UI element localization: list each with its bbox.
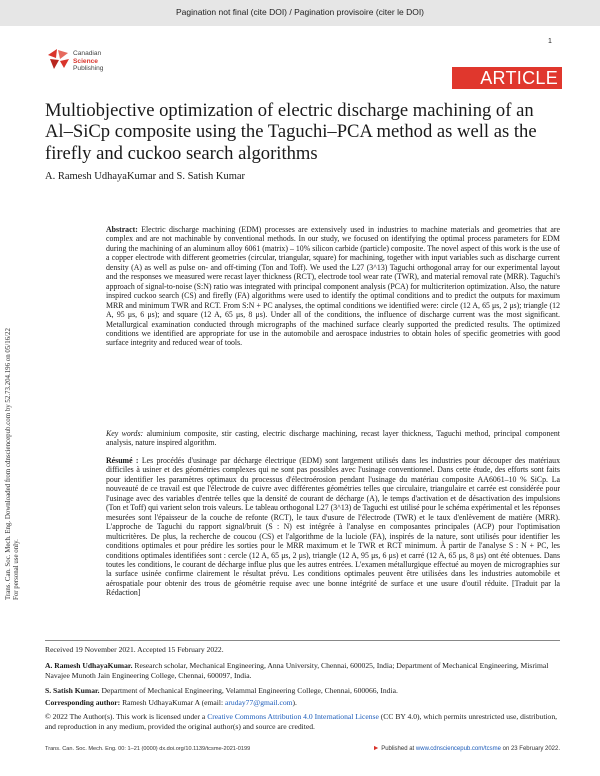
article-type-label: ARTICLE: [480, 68, 558, 88]
affiliation-2-text: Department of Mechanical Engineering, Velammal Engineering College, Chennai, 600066, India.: [101, 686, 398, 695]
keywords-text: aluminium composite, stir casting, electric discharge machining, recast layer thickness, Taguchi method, principal component analysis, nature inspired algorithm.: [106, 429, 560, 448]
publisher-name: Canadian Science Publishing: [73, 50, 104, 73]
article-type-bar: [452, 67, 562, 89]
side-note-line2: For personal use only.: [13, 539, 21, 600]
publisher-logo: [46, 47, 156, 87]
email-link[interactable]: aruday77@gmail.com: [225, 698, 293, 707]
maple-leaf-icon: [46, 47, 72, 71]
paper-title: Multiobjective optimization of electric discharge machining of an Al–SiCp composite using the Taguchi–PCA method as well as the firefly and cuckoo search algorithms: [45, 100, 537, 164]
resume-label: Résumé :: [106, 456, 139, 465]
paper-authors: A. Ramesh UdhayaKumar and S. Satish Kumar: [45, 171, 246, 182]
affiliation-1-name: A. Ramesh UdhayaKumar.: [45, 661, 133, 670]
keywords: [106, 429, 560, 448]
resume: [106, 456, 560, 598]
received-dates: Received 19 November 2021. Accepted 15 February 2022.: [45, 645, 224, 654]
corresponding-text: Ramesh UdhayaKumar A (email:: [122, 698, 224, 707]
pagination-notice: Pagination not final (cite DOI) / Pagination provisoire (citer le DOI): [175, 7, 425, 17]
corresponding-label: Corresponding author:: [45, 698, 121, 707]
corresponding-close: ).: [292, 698, 297, 707]
abstract-label: Abstract:: [106, 225, 138, 234]
side-download-note: [3, 180, 33, 600]
corresponding-author: [45, 698, 560, 708]
arrow-icon: ►: [372, 745, 380, 752]
page-number: 1: [548, 38, 552, 45]
affiliation-1-text: Research scholar, Mechanical Engineering, Anna University, Chennai, 600025, India; Department of Mechanical Engineering, Misrimal Navajee Munoth Jain Engineering College, Chennai, 600097, India.: [45, 661, 549, 680]
abstract: [106, 225, 560, 348]
copyright-notice: [45, 712, 560, 731]
publication-notice: [360, 745, 560, 752]
copyright-text: © 2022 The Author(s). This work is licensed under a: [45, 712, 206, 721]
affiliation-2: [45, 686, 560, 696]
abstract-text: Electric discharge machining (EDM) processes are extensively used in industries to machine materials and geometries that are complex and are not machinable by conventional methods. In our study, we focused on identifying the optimal process parameters for EDM during the machining of an aluminum alloy 6061 (matrix) – 10% silicon carbide (particle) composite. The novel aspect of this work is the use of a copper electrode with different geometries (circular, triangular, square) for machining, together with input variables such as discharge current density (A) as well as pulse on- and off-timing (Ton and Toff). We used the L27 (3^13) Taguchi orthogonal array for our experimental layout and the responses we measured were recast layer thickness (RCT), electrode tool wear rate (TWR), and material removal rate (MRR). Taguchi's approach of signal-to-noise (S:N) ratio was integrated with principal component analysis (PCA) for multicriterion optimization. Also, the nature inspired cuckoo search (CS) and firefly (FA) algorithms were used to identify the optimal conditions and to predict the outputs for maximum MRR and minimum TWR and RCT. From S:N + PC analyses, the optimal conditions we identified were: circle (12 A, 65 μs, 2 μs); triangle (12 A, 95 μs, 6 μs); and square (12 A, 65 μs, 8 μs). Under all of the conditions, the influence of discharge current was the most significant. Metallurgical examination conducted through micrographs of the machined surface clearly supported the predicted results. The optimized conditions we identified are appropriate for use in the automobile and aerospace industries to obtain holes of specific geometries with good surface integrity and reduced wear of tools.: [106, 225, 560, 348]
resume-text: Les procédés d'usinage par décharge électrique (EDM) sont largement utilisés dans les industries pour découper des matériaux difficiles à usiner et des géométries complexes qui ne sont pas possibles avec l'usinage conventionnel. Dans cette étude, des efforts sont faits pour identifier les paramètres optimaux du processus d'électroérosion pendant l'usinage du matériau composite AA6061–10 % SiCp. La nouveauté de ce travail est que l'électrode de cuivre avec différentes géométries telles que circulaire, triangulaire et carrée est considérée pour l'usinage avec des variables d'entrée telles que la densité de courant de décharge (A), le temps d'activation et de désactivation des impulsions (Ton et Toff) qui varient selon trois valeurs. Le tableau orthogonal L27 (3^13) de Taguchi est utilisé pour le schéma expérimental et les réponses mesurées sont l'épaisseur de la couche de refonte (RCT), le taux d'usure de l'électrode (TWR) et le taux d'enlèvement de matière (MRR). L'approche de Taguchi du rapport signal/bruit (S : N) est intégrée à l'analyse en composantes principales (ACP) pour l'optimisation multicritères. De plus, la recherche de coucou (CS) et l'algorithme de la luciole (FA), inspirés de la nature, sont utilisés pour identifier les conditions optimales et pour prédire les sorties pour le MRR maximum et le TWR et RCT minimum. À partir de l'analyse S : N + PC, les conditions optimales identifiées sont : cercle (12 A, 65 μs, 2 μs), triangle (12 A, 95 μs, 6 μs) et carré (12 A, 65 μs, 8 μs) ont été obtenues. Dans toutes les conditions, le courant de décharge influe plus que les autres entrées. L'examen métallurgique effectué au moyen de micrographies sur la surface usinée confirme clairement le résultat prévu. Les conditions optimales peuvent être utilisées dans les industries automobile et aérospatiale pour obtenir des trous de géométrie requise avec une bonne intégrité de surface et une usure d'outil réduite. [Traduit par la Rédaction]: [106, 456, 560, 598]
published-date: on 23 February 2022.: [502, 746, 560, 752]
affiliation-2-name: S. Satish Kumar.: [45, 686, 100, 695]
published-at-label: Published at: [381, 746, 415, 752]
journal-site-link[interactable]: www.cdnsciencepub.com/tcsme: [415, 746, 501, 752]
divider: [45, 640, 560, 641]
side-note-line1: Trans. Can. Soc. Mech. Eng. Downloaded from cdnsciencepub.com by 52.73.204.196 on 05/16/22: [5, 328, 12, 600]
license-link[interactable]: Creative Commons Attribution 4.0 International License: [207, 712, 379, 721]
journal-citation: Trans. Can. Soc. Mech. Eng. 00: 1–21 (0000) dx.doi.org/10.1139/tcsme-2021-0199: [45, 746, 251, 752]
keywords-label: Key words:: [106, 429, 144, 438]
copyright-rest: (CC BY 4.0), which permits unrestricted use, distribution, and reproduction in any medium, provided the original author(s) and source are credited.: [45, 712, 558, 731]
affiliation-1: [45, 661, 560, 680]
